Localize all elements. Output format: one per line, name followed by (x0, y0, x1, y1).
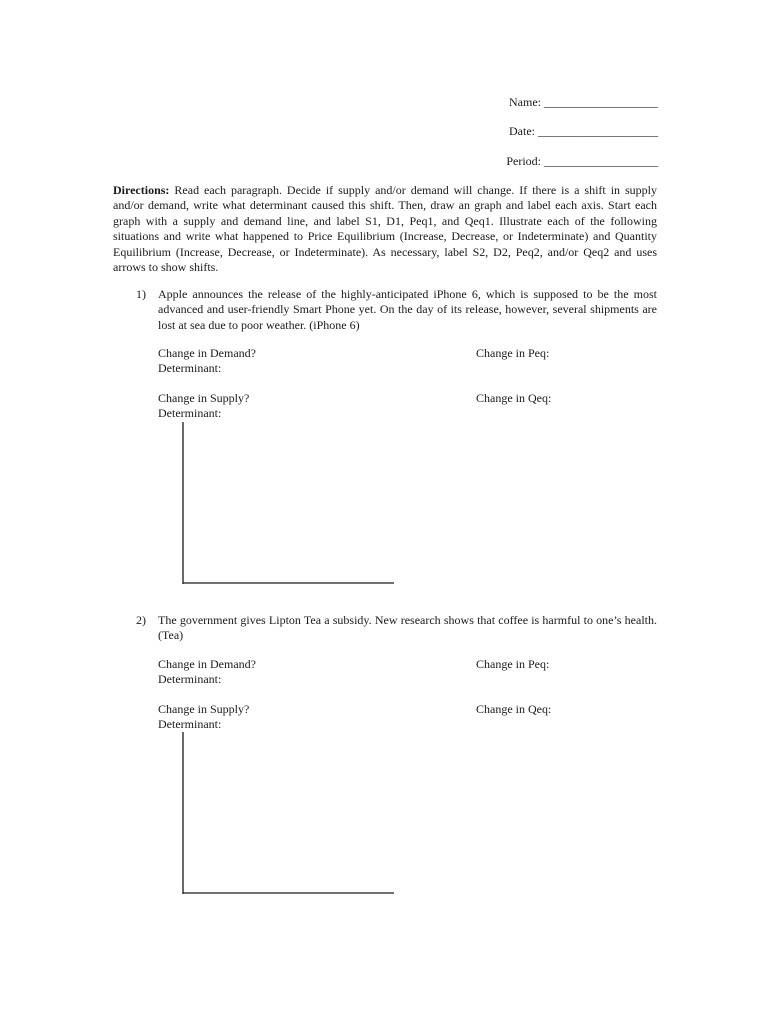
directions-paragraph (113, 183, 657, 275)
name-field[interactable]: Name: ___________________ (509, 95, 658, 109)
q2-change-in-qeq[interactable]: Change in Qeq: (476, 702, 552, 716)
q2-graph-area[interactable] (182, 732, 396, 896)
q1-change-in-qeq[interactable]: Change in Qeq: (476, 391, 552, 405)
q1-change-in-peq[interactable]: Change in Peq: (476, 346, 550, 360)
question-2-number: 2) (136, 613, 146, 627)
q2-change-in-demand[interactable]: Change in Demand? (158, 657, 256, 671)
date-field[interactable]: Date: ____________________ (509, 124, 658, 138)
q2-change-in-peq[interactable]: Change in Peq: (476, 657, 550, 671)
q1-graph-area[interactable] (182, 422, 396, 586)
q2-change-in-supply[interactable]: Change in Supply? (158, 702, 250, 716)
q1-supply-determinant[interactable]: Determinant: (158, 406, 222, 420)
directions-text: Read each paragraph. Decide if supply and/or demand will change. If there is a shift in supply and/or demand, write what determinant caused this shift. Then, draw an graph and label each axis. Start each graph with a supply and demand line, and label S1, D1, Peq1, and Qeq1. Illustrate each of the following situations and write what happened to Price Equilibrium (Increase, Decrease, or Indeterminate) and Quantity Equilibrium (Increase, Decrease, or Indeterminate). As necessary, label S2, D2, Peq2, and/or Qeq2 and uses arrows to show shifts. (113, 183, 658, 275)
q1-change-in-demand[interactable]: Change in Demand? (158, 346, 256, 360)
q1-change-in-supply[interactable]: Change in Supply? (158, 391, 250, 405)
question-1-text: Apple announces the release of the highly-anticipated iPhone 6, which is supposed to be the most advanced and user-friendly Smart Phone yet. On the day of its release, however, several shipments are lost at sea due to poor weather. (iPhone 6) (158, 287, 657, 332)
question-2-text: The government gives Lipton Tea a subsidy. New research shows that coffee is harmful to one’s health. (Tea) (158, 613, 657, 643)
q1-demand-determinant[interactable]: Determinant: (158, 361, 222, 375)
directions-label: Directions: (113, 183, 170, 197)
q2-supply-determinant[interactable]: Determinant: (158, 717, 222, 731)
question-1-number: 1) (136, 287, 146, 301)
period-field[interactable]: Period: ___________________ (506, 154, 658, 168)
q2-demand-determinant[interactable]: Determinant: (158, 672, 222, 686)
